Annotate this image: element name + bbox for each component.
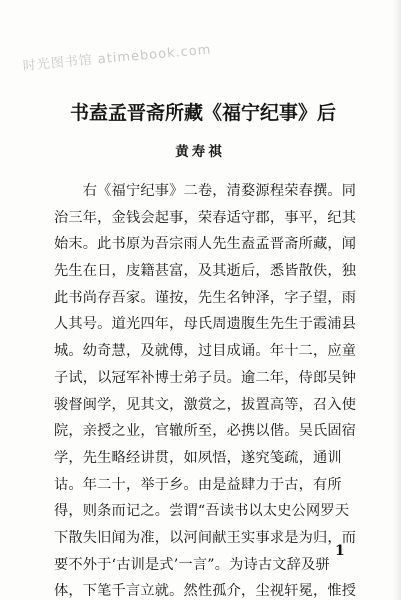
text-line: 先生在日，庋籍甚富，及其逝后，悉皆散佚，独 xyxy=(54,263,357,280)
text-line: 体，下笔千言立就。然性孤介，尘视轩冕，惟授 xyxy=(54,583,357,600)
text-line: 治三年，金钱会起事，荣春适守郡，事平，纪其 xyxy=(54,209,357,226)
text-line: 始末。此书原为吾宗雨人先生盍孟晋斋所藏，闻 xyxy=(54,236,357,253)
body-text xyxy=(54,178,360,600)
author-name: 黄寿祺 xyxy=(175,144,225,160)
text-line: 人其号。道光四年，母氏周遗腹生先生于霞浦县 xyxy=(54,316,357,333)
text-line: 院，亲授之业，官辙所至，必携以偕。吴氏固宿 xyxy=(54,423,357,440)
text-line: 右《福宁纪事》二卷，清婺源程荣春撰。同 xyxy=(54,183,357,199)
text-line: 下散失旧闻为准，以河间献王实事求是为归，而 xyxy=(54,529,357,546)
page-number: 1 xyxy=(335,543,345,559)
text-line: 此书尚存吾家。谨按，先生名钟泽，字子望，雨 xyxy=(54,289,357,306)
text-line: 学，先生略经讲贯，如夙悟，遂究笺疏，通训 xyxy=(54,449,342,466)
page-title: 书盍孟晋斋所藏《福宁纪事》后 xyxy=(69,102,336,124)
text-line: 骏督闽学，见其文，激赏之，拔置高等，召入使 xyxy=(54,396,357,413)
text-line: 得，则条而记之。尝谓“吾读书以太史公网罗天 xyxy=(54,503,350,520)
page-binding-edge xyxy=(393,0,401,600)
text-line: 子试，以冠军补博士弟子员。逾二年，侍郎吴钟 xyxy=(54,369,357,386)
watermark: 时光图书馆 atimebook.com xyxy=(22,42,212,74)
text-line: 诂。年二十，举于乡。由是益肆力于古，有所 xyxy=(54,476,342,493)
text-line: 要不外于‘古训是式’一言”。为诗古文辞及骈 xyxy=(54,556,330,573)
text-line: 城。幼奇慧，及就傅，过目成诵。年十二，应童 xyxy=(54,343,357,360)
